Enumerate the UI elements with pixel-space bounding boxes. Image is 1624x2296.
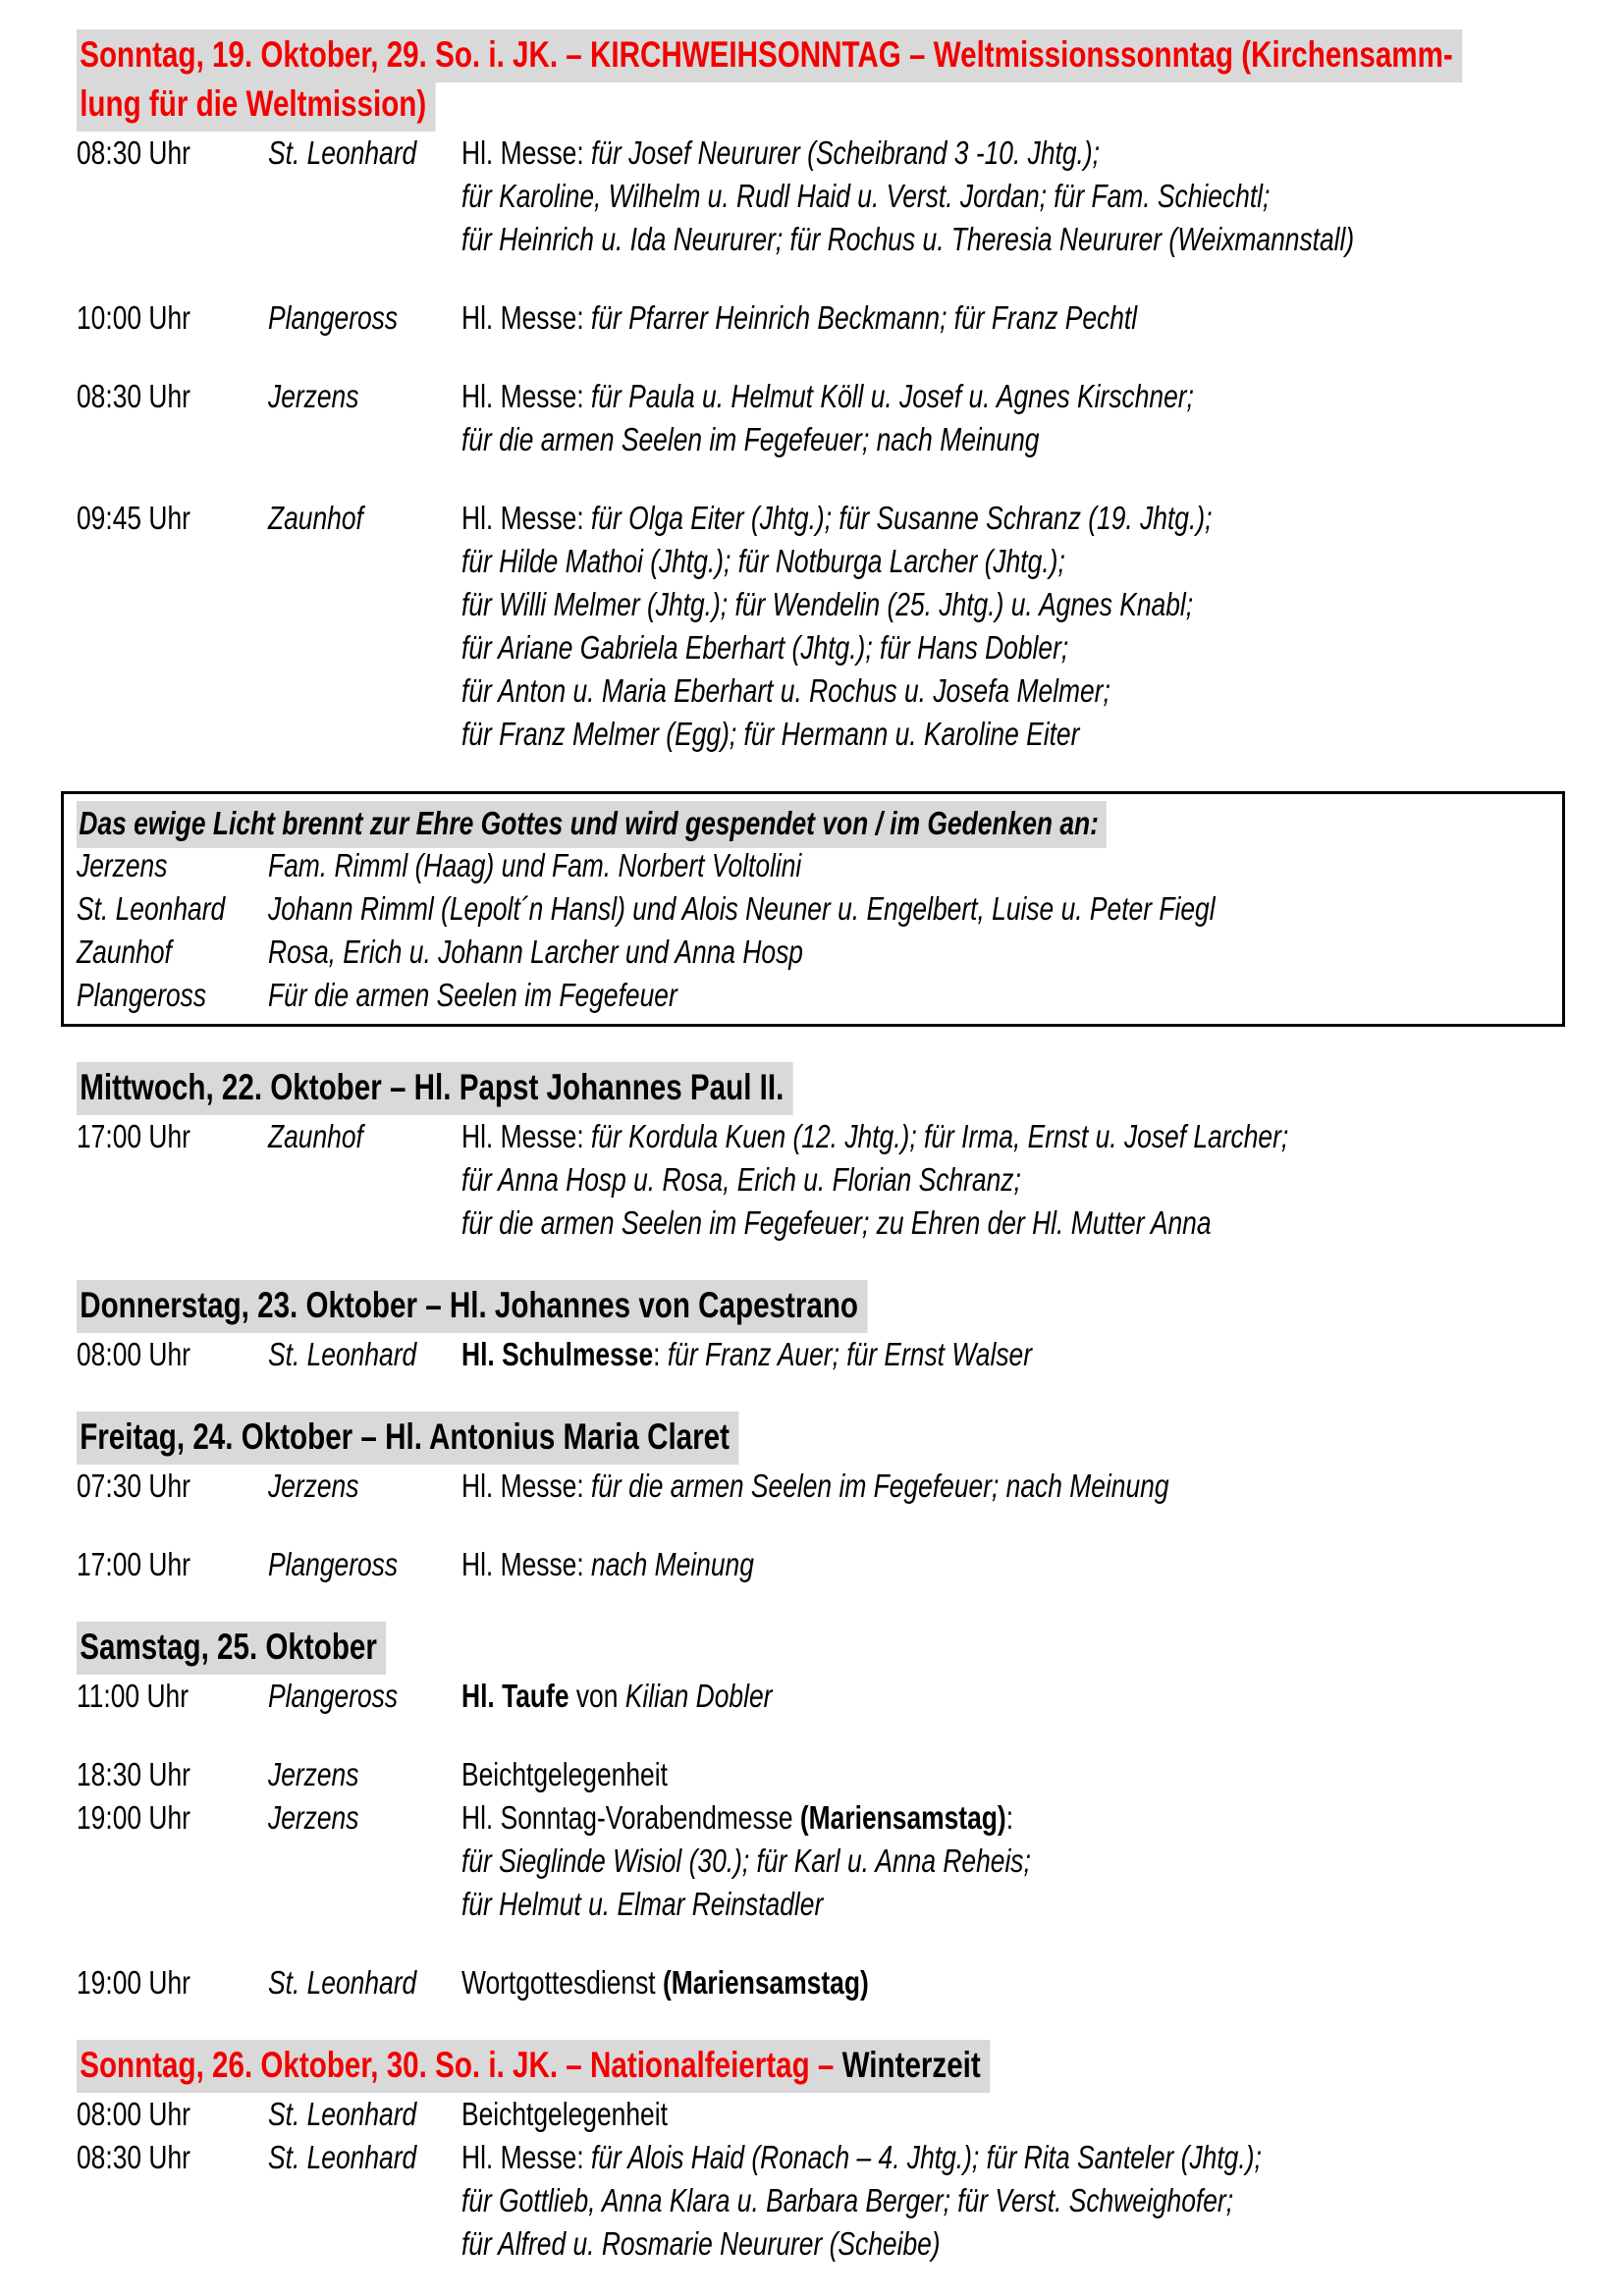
text-run: für Paula u. Helmut Köll u. Josef u. Agnes Kirschner; bbox=[591, 378, 1194, 414]
text-run: (Mariensamstag) bbox=[662, 1964, 869, 2001]
day-title bbox=[77, 1280, 1569, 1329]
box-donors bbox=[268, 974, 780, 1017]
description-text bbox=[461, 1543, 754, 1586]
text-run: Kilian Dobler bbox=[624, 1678, 773, 1714]
text-run: Hl. Messe: bbox=[461, 500, 592, 536]
text-run: für Gottlieb, Anna Klara u. Barbara Berger; für Verst. Schweighofer; bbox=[461, 2182, 1234, 2218]
box-place-text: Zaunhof bbox=[77, 934, 172, 970]
schedule-entry bbox=[77, 1753, 1569, 1796]
entry-description bbox=[461, 296, 1306, 340]
description-text bbox=[461, 1753, 668, 1796]
entry-time-text: 08:00 Uhr bbox=[77, 2096, 190, 2132]
box-place-text: Jerzens bbox=[77, 847, 168, 883]
description-text bbox=[461, 1158, 1021, 1201]
day-title-line bbox=[77, 1280, 1569, 1329]
entry-place bbox=[268, 1333, 461, 1376]
day-section bbox=[77, 29, 1569, 756]
text-run: Wortgottesdienst bbox=[461, 1964, 663, 2001]
day-title bbox=[77, 29, 1569, 128]
entry-description bbox=[461, 1796, 1173, 1926]
text-run: für Alois Haid (Ronach – 4. Jhtg.); für Rita Santeler (Jhtg.); bbox=[591, 2139, 1262, 2175]
box-place bbox=[77, 887, 268, 931]
entry-time bbox=[77, 1115, 268, 1158]
day-title-line bbox=[77, 1412, 1569, 1461]
entry-time bbox=[77, 1675, 268, 1718]
description-line bbox=[461, 626, 1400, 669]
entry-time-text: 08:00 Uhr bbox=[77, 1336, 190, 1372]
entry-description bbox=[461, 1465, 1346, 1508]
day-title-line bbox=[77, 79, 1569, 128]
text-run: Hl. Messe: bbox=[461, 134, 592, 171]
entry-time bbox=[77, 497, 268, 540]
text-run: für die armen Seelen im Fegefeuer; nach Meinung bbox=[461, 421, 1040, 457]
schedule-entry bbox=[77, 1796, 1569, 1926]
entry-place bbox=[268, 1753, 461, 1796]
box-donors-text: Für die armen Seelen im Fegefeuer bbox=[268, 977, 677, 1013]
day-section bbox=[77, 1062, 1569, 1245]
entry-description bbox=[461, 1675, 850, 1718]
entry-place bbox=[268, 375, 461, 418]
entry-time-text: 08:30 Uhr bbox=[77, 134, 190, 171]
entry-time bbox=[77, 1333, 268, 1376]
description-line bbox=[461, 175, 1578, 218]
entry-time-text: 19:00 Uhr bbox=[77, 1964, 190, 2001]
entry-place-text: St. Leonhard bbox=[268, 1964, 417, 2001]
entry-time bbox=[77, 1961, 268, 2004]
box-donors bbox=[268, 844, 935, 887]
day-title-text bbox=[77, 1622, 387, 1675]
entry-time bbox=[77, 375, 268, 418]
entry-place bbox=[268, 2093, 461, 2136]
entry-description bbox=[461, 1115, 1495, 1245]
day-title-text bbox=[77, 1062, 793, 1115]
entry-place-text: Jerzens bbox=[268, 1756, 359, 1792]
text-run: (Mariensamstag) bbox=[799, 1799, 1006, 1836]
entry-time-text: 17:00 Uhr bbox=[77, 1546, 190, 1582]
entry-time bbox=[77, 1543, 268, 1586]
description-line bbox=[461, 418, 1377, 461]
box-place bbox=[77, 974, 268, 1017]
description-line bbox=[461, 2222, 1462, 2266]
description-text bbox=[461, 1796, 1013, 1840]
text-run: Freitag, 24. Oktober – Hl. Antonius Maria Claret bbox=[80, 1416, 730, 1457]
entry-place-text: St. Leonhard bbox=[268, 2096, 417, 2132]
entry-place-text: Jerzens bbox=[268, 378, 359, 414]
entry-place-text: Jerzens bbox=[268, 1468, 359, 1504]
entry-time bbox=[77, 2093, 268, 2136]
entry-place bbox=[268, 1543, 461, 1586]
description-text bbox=[461, 713, 1079, 756]
description-line bbox=[461, 497, 1400, 540]
entry-time-text: 08:30 Uhr bbox=[77, 378, 190, 414]
description-text bbox=[461, 2136, 1262, 2179]
description-line bbox=[461, 1796, 1173, 1840]
entry-place-text: Plangeross bbox=[268, 1678, 399, 1714]
box-place-text: Plangeross bbox=[77, 977, 207, 1013]
text-run: für Kordula Kuen (12. Jhtg.); für Irma, Ernst u. Josef Larcher; bbox=[591, 1118, 1289, 1154]
entry-time-text: 11:00 Uhr bbox=[77, 1678, 189, 1714]
entry-time bbox=[77, 2136, 268, 2179]
entry-place bbox=[268, 1465, 461, 1508]
description-text bbox=[461, 626, 1068, 669]
text-run: für Franz Melmer (Egg); für Hermann u. Karoline Eiter bbox=[461, 716, 1080, 752]
text-run: für Ariane Gabriela Eberhart (Jhtg.); für Hans Dobler; bbox=[461, 629, 1069, 666]
box-donors bbox=[268, 931, 937, 974]
text-run: Hl. Messe: bbox=[461, 378, 592, 414]
description-line bbox=[461, 1465, 1346, 1508]
text-run: Hl. Taufe bbox=[461, 1678, 569, 1714]
day-title-line bbox=[77, 1622, 1569, 1671]
description-line bbox=[461, 1333, 1174, 1376]
entry-place-text: Plangeross bbox=[268, 299, 399, 336]
schedule-entry bbox=[77, 1333, 1569, 1376]
entry-time-text: 07:30 Uhr bbox=[77, 1468, 190, 1504]
description-line bbox=[461, 583, 1400, 626]
description-text bbox=[461, 296, 1137, 340]
description-line bbox=[461, 2093, 719, 2136]
text-run: von bbox=[568, 1678, 625, 1714]
description-text bbox=[461, 540, 1065, 583]
description-line bbox=[461, 1115, 1495, 1158]
day-title bbox=[77, 1062, 1569, 1111]
box-donors-text: Johann Rimml (Lepolt´n Hansl) und Alois Neuner u. Engelbert, Luise u. Peter Fiegl bbox=[268, 890, 1216, 927]
description-text bbox=[461, 2222, 941, 2266]
description-line bbox=[461, 1753, 719, 1796]
text-run: Mittwoch, 22. Oktober – Hl. Papst Johannes Paul II. bbox=[80, 1067, 785, 1107]
schedule bbox=[77, 29, 1569, 2266]
entry-place-text: St. Leonhard bbox=[268, 134, 417, 171]
text-run: lung für die Weltmission) bbox=[80, 83, 427, 124]
description-text bbox=[461, 2179, 1233, 2222]
box-heading-text: Das ewige Licht brennt zur Ehre Gottes und wird gespendet von / im Gedenken an: bbox=[77, 801, 1107, 848]
entry-time bbox=[77, 296, 268, 340]
day-title bbox=[77, 1412, 1569, 1461]
box-donors-text: Rosa, Erich u. Johann Larcher und Anna Hosp bbox=[268, 934, 803, 970]
description-text bbox=[461, 1961, 869, 2004]
text-run: für Josef Neururer (Scheibrand 3 -10. Jhtg.); bbox=[591, 134, 1101, 171]
day-title bbox=[77, 2040, 1569, 2089]
entry-description bbox=[461, 2136, 1462, 2266]
text-run: für Pfarrer Heinrich Beckmann; für Franz Pechtl bbox=[591, 299, 1138, 336]
text-run: für Helmut u. Elmar Reinstadler bbox=[461, 1886, 824, 1922]
entry-description bbox=[461, 2093, 719, 2136]
description-line bbox=[461, 2136, 1462, 2179]
description-text bbox=[461, 1883, 823, 1926]
description-line bbox=[461, 218, 1578, 261]
description-text bbox=[461, 2093, 668, 2136]
description-line bbox=[461, 540, 1400, 583]
entry-description bbox=[461, 497, 1400, 756]
text-run: : bbox=[653, 1336, 668, 1372]
description-text bbox=[461, 218, 1354, 261]
schedule-entry bbox=[77, 1961, 1569, 2004]
entry-time-text: 08:30 Uhr bbox=[77, 2139, 190, 2175]
day-title bbox=[77, 1622, 1569, 1671]
text-run: Hl. Schulmesse bbox=[461, 1336, 654, 1372]
entry-time-text: 19:00 Uhr bbox=[77, 1799, 190, 1836]
description-text bbox=[461, 418, 1039, 461]
description-line bbox=[461, 296, 1306, 340]
entry-place-text: Zaunhof bbox=[268, 1118, 363, 1154]
text-run: für Willi Melmer (Jhtg.); für Wendelin (25. Jhtg.) u. Agnes Knabl; bbox=[461, 586, 1194, 622]
entry-place-text: Zaunhof bbox=[268, 500, 363, 536]
description-line bbox=[461, 1840, 1173, 1883]
text-run: Winterzeit bbox=[841, 2045, 981, 2085]
text-run: für Anton u. Maria Eberhart u. Rochus u. Josefa Melmer; bbox=[461, 672, 1110, 709]
text-run: Beichtgelegenheit bbox=[461, 2096, 668, 2132]
schedule-entry bbox=[77, 497, 1569, 756]
description-text bbox=[461, 1675, 772, 1718]
text-run: für Heinrich u. Ida Neururer; für Rochus u. Theresia Neururer (Weixmannstall) bbox=[461, 221, 1355, 257]
description-text bbox=[461, 583, 1193, 626]
box-row bbox=[77, 974, 1548, 1017]
description-line bbox=[461, 132, 1578, 175]
schedule-entry bbox=[77, 296, 1569, 340]
text-run: Hl. Messe: bbox=[461, 1118, 592, 1154]
description-text bbox=[461, 375, 1194, 418]
description-line bbox=[461, 713, 1400, 756]
entry-place bbox=[268, 1675, 461, 1718]
text-run: Hl. Messe: bbox=[461, 2139, 592, 2175]
text-run: Sonntag, 26. Oktober, 30. So. i. JK. – Nationalfeiertag – bbox=[80, 2045, 842, 2085]
box-row bbox=[77, 887, 1548, 931]
entry-time bbox=[77, 1465, 268, 1508]
text-run: Sonntag, 19. Oktober, 29. So. i. JK. – KIRCHWEIHSONNTAG – Weltmissionssonntag (Kirchensamm- bbox=[80, 34, 1453, 75]
day-section bbox=[77, 2040, 1569, 2266]
box-place bbox=[77, 844, 268, 887]
entry-place bbox=[268, 2136, 461, 2179]
text-run: Samstag, 25. Oktober bbox=[80, 1627, 377, 1667]
description-text bbox=[461, 1115, 1288, 1158]
description-line bbox=[461, 669, 1400, 713]
text-run: für Anna Hosp u. Rosa, Erich u. Florian Schranz; bbox=[461, 1161, 1021, 1198]
text-run: Donnerstag, 23. Oktober – Hl. Johannes von Capestrano bbox=[80, 1285, 859, 1325]
entry-place-text: Jerzens bbox=[268, 1799, 359, 1836]
entry-description bbox=[461, 1543, 827, 1586]
description-text bbox=[461, 132, 1100, 175]
day-section bbox=[77, 1280, 1569, 1376]
box-row bbox=[77, 931, 1548, 974]
entry-time-text: 10:00 Uhr bbox=[77, 299, 190, 336]
entry-place bbox=[268, 296, 461, 340]
entry-place-text: St. Leonhard bbox=[268, 1336, 417, 1372]
schedule-entry bbox=[77, 1543, 1569, 1586]
schedule-entry bbox=[77, 1465, 1569, 1508]
description-text bbox=[461, 497, 1212, 540]
description-text bbox=[461, 1465, 1169, 1508]
day-title-text bbox=[77, 1280, 868, 1333]
description-text bbox=[461, 1201, 1212, 1245]
day-section bbox=[77, 1412, 1569, 1586]
day-title-text bbox=[77, 79, 436, 132]
day-title-line bbox=[77, 1062, 1569, 1111]
description-line bbox=[461, 1675, 850, 1718]
description-line bbox=[461, 1158, 1495, 1201]
description-text bbox=[461, 1333, 1032, 1376]
text-run: für Alfred u. Rosmarie Neururer (Scheibe) bbox=[461, 2225, 941, 2262]
ewiges-licht-box bbox=[61, 791, 1565, 1027]
text-run: Hl. Messe: bbox=[461, 299, 592, 336]
text-run: für Olga Eiter (Jhtg.); für Susanne Schranz (19. Jhtg.); bbox=[591, 500, 1213, 536]
description-line bbox=[461, 1543, 827, 1586]
entry-time-text: 18:30 Uhr bbox=[77, 1756, 190, 1792]
entry-description bbox=[461, 132, 1578, 261]
entry-description bbox=[461, 1333, 1174, 1376]
day-section bbox=[77, 1622, 1569, 2004]
entry-place bbox=[268, 132, 461, 175]
text-run: Hl. Messe: bbox=[461, 1546, 592, 1582]
schedule-entry bbox=[77, 1675, 1569, 1718]
entry-description bbox=[461, 375, 1377, 461]
text-run: Beichtgelegenheit bbox=[461, 1756, 668, 1792]
text-run: nach Meinung bbox=[591, 1546, 754, 1582]
description-line bbox=[461, 1961, 970, 2004]
text-run: Hl. Messe: bbox=[461, 1468, 592, 1504]
entry-time-text: 17:00 Uhr bbox=[77, 1118, 190, 1154]
entry-description bbox=[461, 1961, 970, 2004]
box-donors-text: Fam. Rimml (Haag) und Fam. Norbert Voltolini bbox=[268, 847, 802, 883]
day-title-text bbox=[77, 2040, 990, 2093]
text-run: für Hilde Mathoi (Jhtg.); für Notburga Larcher (Jhtg.); bbox=[461, 543, 1065, 579]
entry-time bbox=[77, 1796, 268, 1840]
box-place-text: St. Leonhard bbox=[77, 890, 226, 927]
text-run: für Sieglinde Wisiol (30.); für Karl u. Anna Reheis; bbox=[461, 1842, 1031, 1879]
day-title-text bbox=[77, 1412, 739, 1465]
box-row bbox=[77, 844, 1548, 887]
entry-time bbox=[77, 1753, 268, 1796]
description-text bbox=[461, 669, 1110, 713]
text-run: Hl. Sonntag-Vorabendmesse bbox=[461, 1799, 800, 1836]
text-run: für die armen Seelen im Fegefeuer; zu Ehren der Hl. Mutter Anna bbox=[461, 1204, 1212, 1241]
box-heading bbox=[77, 801, 1548, 844]
schedule-entry bbox=[77, 1115, 1569, 1245]
description-line bbox=[461, 1883, 1173, 1926]
description-line bbox=[461, 375, 1377, 418]
entry-place bbox=[268, 1961, 461, 2004]
entry-place bbox=[268, 497, 461, 540]
schedule-entry bbox=[77, 375, 1569, 461]
box-place bbox=[77, 931, 268, 974]
entry-description bbox=[461, 1753, 719, 1796]
text-run: für die armen Seelen im Fegefeuer; nach Meinung bbox=[591, 1468, 1169, 1504]
description-line bbox=[461, 1201, 1495, 1245]
entry-place bbox=[268, 1115, 461, 1158]
description-line bbox=[461, 2179, 1462, 2222]
day-title-line bbox=[77, 2040, 1569, 2089]
entry-time-text: 09:45 Uhr bbox=[77, 500, 190, 536]
entry-time bbox=[77, 132, 268, 175]
entry-place bbox=[268, 1796, 461, 1840]
entry-place-text: St. Leonhard bbox=[268, 2139, 417, 2175]
text-run: : bbox=[1005, 1799, 1014, 1836]
schedule-entry bbox=[77, 132, 1569, 261]
schedule-entry bbox=[77, 2093, 1569, 2136]
text-run: für Franz Auer; für Ernst Walser bbox=[667, 1336, 1033, 1372]
day-title-text bbox=[77, 29, 1462, 82]
day-title-line bbox=[77, 29, 1569, 79]
text-run: für Karoline, Wilhelm u. Rudl Haid u. Verst. Jordan; für Fam. Schiechtl; bbox=[461, 178, 1271, 214]
description-text bbox=[461, 1840, 1031, 1883]
box-donors bbox=[268, 887, 1452, 931]
description-text bbox=[461, 175, 1270, 218]
schedule-entry bbox=[77, 2136, 1569, 2266]
entry-place-text: Plangeross bbox=[268, 1546, 399, 1582]
